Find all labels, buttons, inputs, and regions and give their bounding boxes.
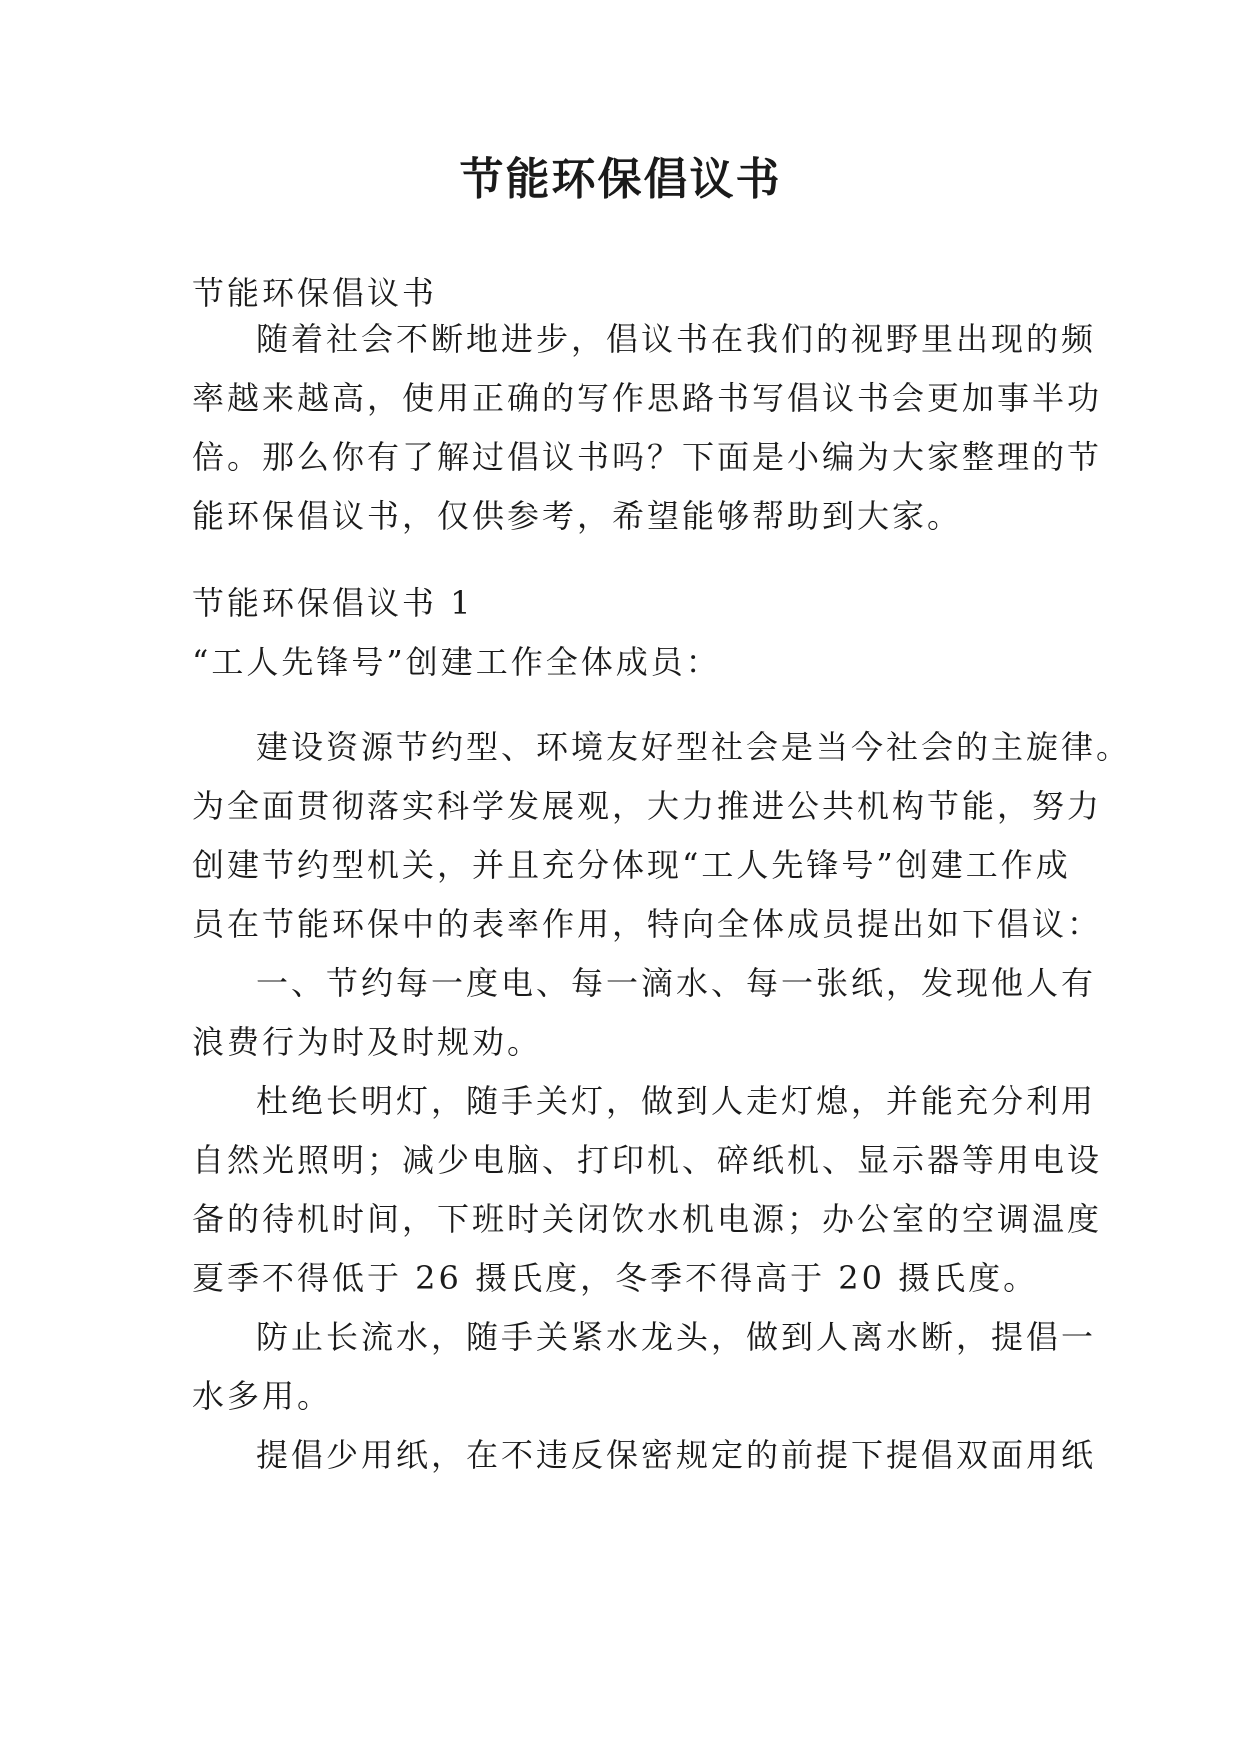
paragraph-line: 水多用。 [192,1377,333,1415]
paragraph-4 [192,1308,1097,1426]
section-heading-block [192,574,1052,692]
paragraph-line: 夏季不得低于 26 摄氏度，冬季不得高于 20 摄氏度。 [192,1259,1039,1297]
paragraph-line: 浪费行为时及时规劝。 [192,1023,543,1061]
paragraph-line: 自然光照明；减少电脑、打印机、碎纸机、显示器等用电设 [192,1141,1103,1179]
intro-line: 倍。那么你有了解过倡议书吗？下面是小编为大家整理的节 [192,438,1103,476]
intro-paragraph [192,310,1103,546]
intro-line: 率越来越高，使用正确的写作思路书写倡议书会更加事半功 [192,379,1103,417]
paragraph-2 [192,954,1097,1072]
paragraph-1 [192,718,1132,954]
paragraph-line: 一、节约每一度电、每一滴水、每一张纸，发现他人有 [256,964,1097,1002]
paragraph-line: 员在节能环保中的表率作用，特向全体成员提出如下倡议： [192,905,1103,943]
paragraph-line: 为全面贯彻落实科学发展观，大力推进公共机构节能，努力 [192,787,1103,825]
paragraph-5 [192,1426,1097,1485]
paragraph-line: 提倡少用纸，在不违反保密规定的前提下提倡双面用纸 [256,1436,1097,1474]
salutation: “工人先锋号”创建工作全体成员： [192,643,721,681]
section-title: 节能环保倡议书 1 [192,584,474,622]
paragraph-line: 防止长流水，随手关紧水龙头，做到人离水断，提倡一 [256,1318,1097,1356]
paragraph-line: 备的待机时间，下班时关闭饮水机电源；办公室的空调温度 [192,1200,1103,1238]
paragraph-line: 创建节约型机关，并且充分体现“工人先锋号”创建工作成 [192,846,1071,884]
intro-line: 能环保倡议书，仅供参考，希望能够帮助到大家。 [192,497,963,535]
paragraph-line: 建设资源节约型、环境友好型社会是当今社会的主旋律。 [256,728,1132,766]
paragraph-3 [192,1072,1103,1308]
subtitle: 节能环保倡议书 [192,274,438,312]
document-title: 节能环保倡议书 [459,154,782,205]
paragraph-line: 杜绝长明灯，随手关灯，做到人走灯熄，并能充分利用 [256,1082,1097,1120]
intro-line: 随着社会不断地进步，倡议书在我们的视野里出现的频 [256,320,1097,358]
